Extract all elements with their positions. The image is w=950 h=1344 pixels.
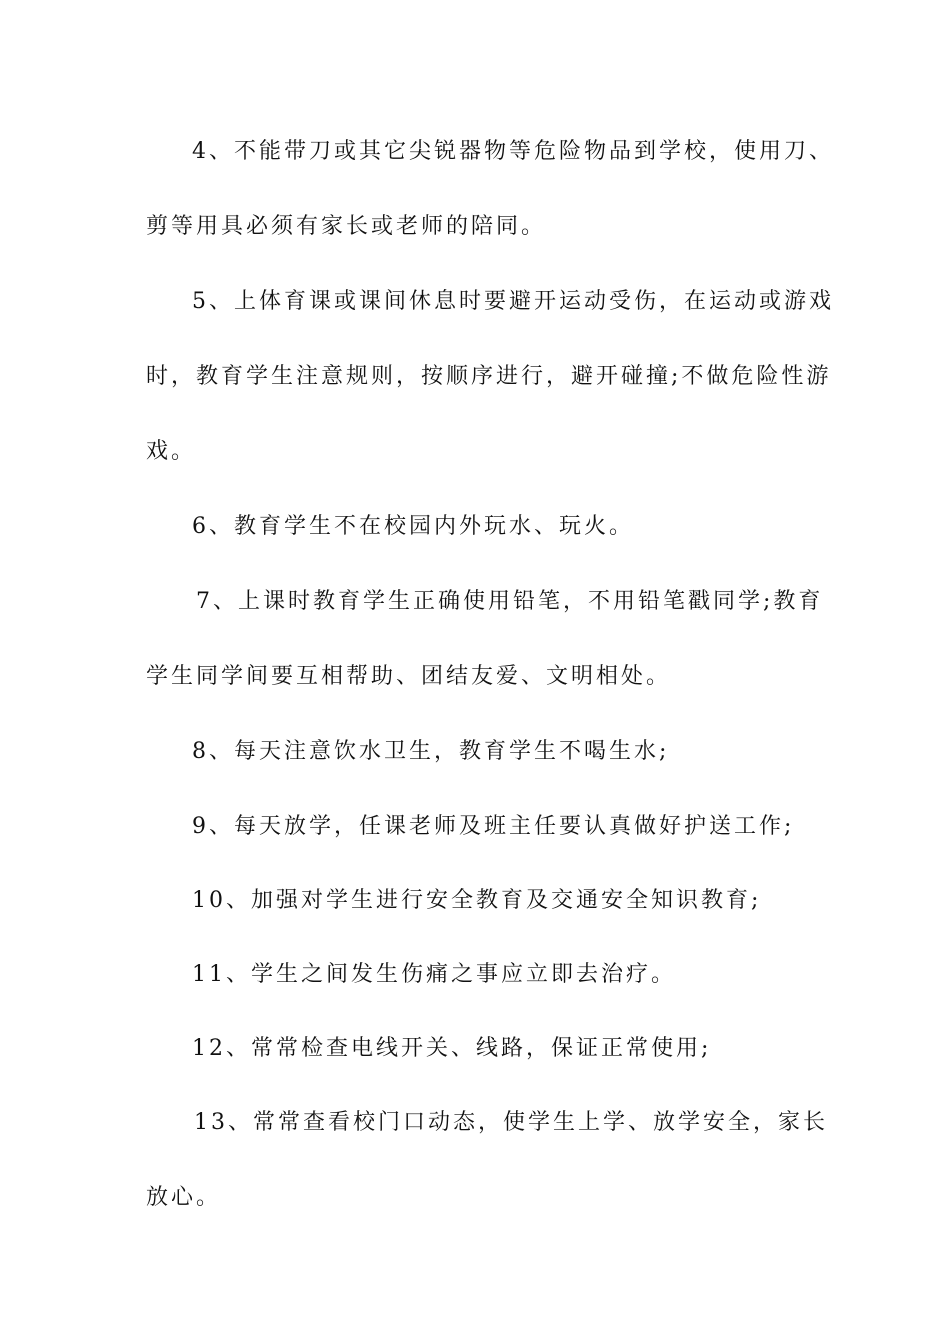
paragraph-line: 戏。 (146, 439, 197, 464)
paragraph-line: 13、常常查看校门口动态，使学生上学、放学安全，家长 (194, 1110, 828, 1135)
paragraph-line: 10、加强对学生进行安全教育及交通安全知识教育; (192, 888, 762, 913)
paragraph-line: 6、教育学生不在校园内外玩水、玩火。 (192, 514, 634, 539)
paragraph-line: 11、学生之间发生伤痛之事应立即去治疗。 (192, 962, 676, 987)
paragraph-line: 9、每天放学，任课老师及班主任要认真做好护送工作; (192, 814, 795, 839)
paragraph-line: 8、每天注意饮水卫生，教育学生不喝生水; (192, 739, 670, 764)
paragraph-line: 4、不能带刀或其它尖锐器物等危险物品到学校，使用刀、 (192, 139, 834, 164)
paragraph-line: 放心。 (146, 1185, 222, 1210)
paragraph-line: 学生同学间要互相帮助、团结友爱、文明相处。 (146, 664, 672, 689)
paragraph-line: 5、上体育课或课间休息时要避开运动受伤，在运动或游戏 (192, 289, 834, 314)
paragraph-line: 12、常常检查电线开关、线路，保证正常使用; (192, 1036, 712, 1061)
paragraph-line: 剪等用具必须有家长或老师的陪同。 (146, 214, 547, 239)
paragraph-line: 7、上课时教育学生正确使用铅笔，不用铅笔戳同学;教育 (196, 589, 824, 614)
paragraph-line: 时，教育学生注意规则，按顺序进行，避开碰撞;不做危险性游 (146, 364, 832, 389)
